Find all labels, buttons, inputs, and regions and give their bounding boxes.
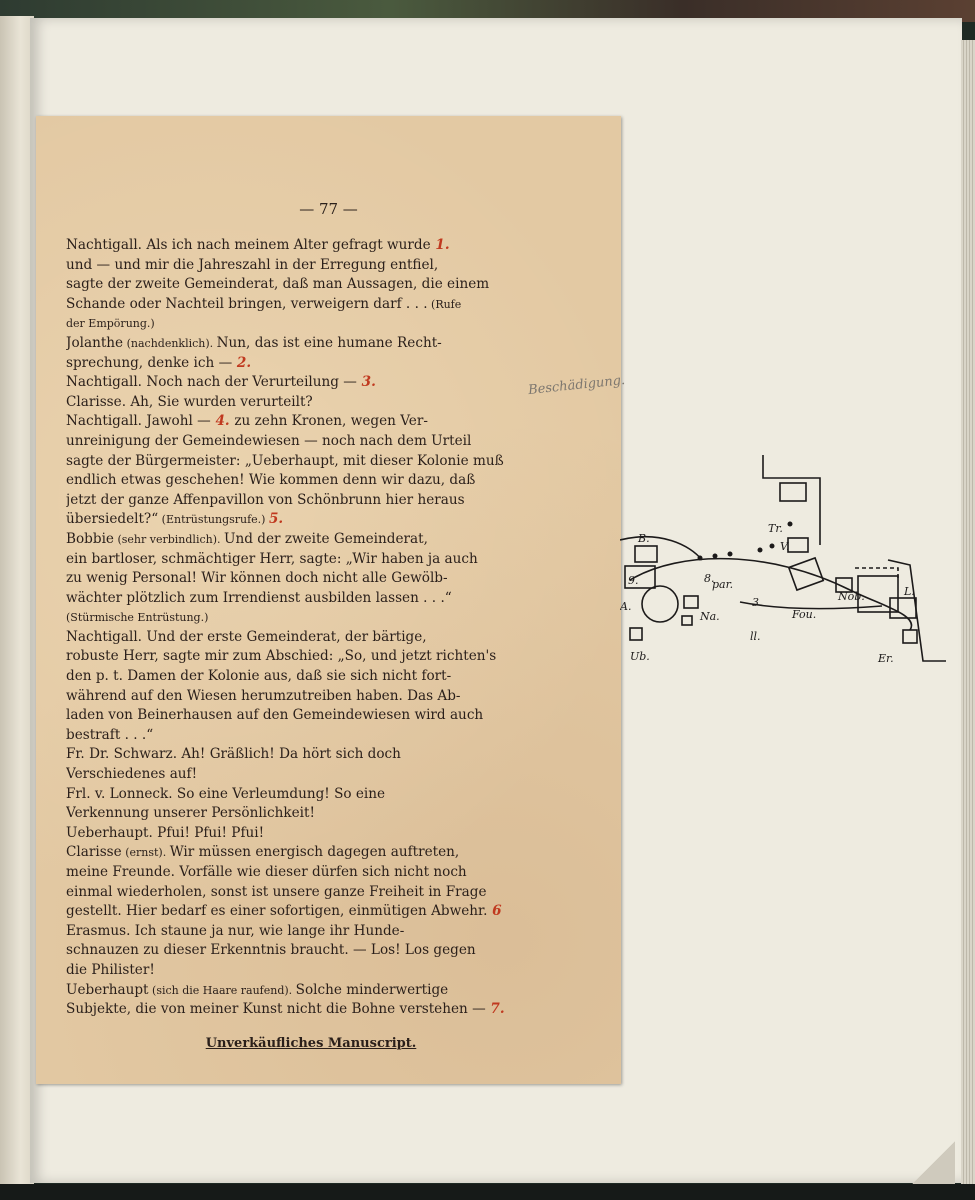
sketch-label: Ub.: [630, 650, 650, 663]
line-text: wächter plötzlich zum Irrendienst ausbilden lassen . . .“: [66, 589, 452, 606]
stage-direction: der Empörung.): [66, 317, 155, 331]
script-line: [66, 550, 556, 570]
line-text: Ueberhaupt: [66, 981, 149, 998]
script-line: [66, 863, 556, 883]
editor-mark: 6: [487, 903, 502, 920]
editor-mark: 5.: [268, 511, 284, 528]
line-text: ein bartloser, schmächtiger Herr, sagte: „Wir haben ja auch: [66, 550, 478, 567]
line-text: Ueberhaupt. Pfui! Pfui! Pfui!: [66, 824, 265, 841]
script-line: [66, 530, 556, 550]
line-text: Verschiedenes auf!: [66, 766, 198, 783]
line-text: die Philister!: [66, 961, 155, 978]
line-text: Fr. Dr. Schwarz. Ah! Gräßlich! Da hört sich doch: [66, 746, 401, 763]
script-line: [66, 314, 556, 334]
line-rest: zu zehn Kronen, wegen Ver-: [234, 413, 428, 430]
script-line: [66, 510, 556, 530]
sketch-label: ll.: [750, 630, 761, 643]
sketch-label: A.: [620, 600, 632, 613]
line-text: gestellt. Hier bedarf es einer sofortigen, einmütigen Abwehr.: [66, 903, 488, 920]
sketch-path-arrow: [630, 559, 912, 630]
script-line: [66, 961, 556, 981]
line-text: und — und mir die Jahreszahl in der Erregung entfiel,: [66, 256, 439, 273]
sketch-label: Nob.: [838, 590, 865, 603]
line-text: bestraft . . .“: [66, 726, 154, 743]
sketch-label: Er.: [878, 652, 894, 665]
script-line: [66, 726, 556, 746]
script-line: [66, 373, 556, 393]
sketch-box-tr: [788, 538, 808, 552]
sketch-label: V.: [780, 540, 790, 553]
sketch-label: Na.: [700, 610, 720, 623]
script-line: [66, 608, 556, 628]
script-line: [66, 745, 556, 765]
line-text: während auf den Wiesen herumzutreiben haben. Das Ab-: [66, 687, 461, 704]
script-line: [66, 471, 556, 491]
script-line: [66, 667, 556, 687]
line-text: den p. t. Damen der Kolonie aus, daß sie sich nicht fort-: [66, 668, 452, 685]
script-line: [66, 922, 556, 942]
script-line: [66, 256, 556, 276]
script-line: [66, 647, 556, 667]
line-text: schnauzen zu dieser Erkenntnis braucht. — Los! Los gegen: [66, 942, 476, 959]
script-line: [66, 1000, 556, 1020]
sketch-table-circle: [642, 586, 678, 622]
line-text: sagte der zweite Gemeinderat, daß man Aussagen, die einem: [66, 276, 490, 293]
script-line: [66, 412, 556, 432]
sketch-label: B.: [638, 532, 650, 545]
script-line: [66, 432, 556, 452]
script-line: [66, 393, 556, 413]
script-line: [66, 843, 556, 863]
script-text: [66, 236, 556, 1053]
line-text: Frl. v. Lonneck. So eine Verleumdung! So eine: [66, 785, 386, 802]
line-text: Nachtigall. Und der erste Gemeinderat, der bärtige,: [66, 628, 427, 645]
line-text: Bobbie: [66, 530, 114, 547]
script-line: [66, 804, 556, 824]
sketch-box-b: [635, 546, 657, 562]
sketch-path-curve: [620, 537, 702, 560]
script-line: [66, 354, 556, 374]
sketch-box-ub: [630, 628, 642, 640]
script-line: [66, 628, 556, 648]
script-line: [66, 941, 556, 961]
script-line: [66, 452, 556, 472]
line-text: laden von Beinerhausen auf den Gemeindewiesen wird auch: [66, 707, 484, 724]
sketch-box-na2: [682, 616, 692, 625]
editor-mark: 1.: [430, 237, 450, 253]
sketch-box-small: [903, 630, 917, 643]
script-line: [66, 765, 556, 785]
script-line: [66, 589, 556, 609]
sketch-label: 9.: [628, 574, 639, 587]
line-text: sprechung, denke ich —: [66, 354, 233, 371]
line-text: endlich etwas geschehen! Wie kommen denn wir dazu, daß: [66, 472, 476, 489]
editor-mark: 2.: [232, 354, 252, 371]
line-text: Subjekte, die von meiner Kunst nicht die Bohne verstehen —: [66, 1001, 486, 1018]
stage-direction: (Rufe: [427, 297, 462, 311]
manuscript-stamp: Unverkäufliches Manuscript.: [205, 1035, 417, 1051]
editor-mark: 4.: [210, 413, 235, 430]
script-line: [66, 334, 556, 354]
line-text: Nachtigall. Als ich nach meinem Alter gefragt wurde: [66, 237, 431, 253]
sketch-label: par.: [712, 578, 734, 591]
line-text: zu wenig Personal! Wir können doch nicht alle Gewölb-: [66, 570, 448, 587]
line-text: unreinigung der Gemeindewiesen — noch nach dem Urteil: [66, 432, 472, 449]
album-cover-bottom: [0, 1184, 975, 1200]
sketch-box-v: [789, 558, 824, 590]
editor-mark: 7.: [485, 1001, 505, 1018]
line-text: einmal wiederholen, sonst ist unsere ganze Freiheit in Frage: [66, 883, 487, 900]
line-text: Clarisse: [66, 844, 122, 861]
line-text: Jolanthe: [66, 334, 124, 351]
line-text: übersiedelt?“: [66, 511, 159, 528]
left-page-edge: [0, 16, 34, 1186]
stage-sketch: [620, 450, 955, 680]
line-text: Clarisse. Ah, Sie wurden verurteilt?: [66, 393, 313, 410]
line-text: Nachtigall. Jawohl —: [66, 413, 211, 430]
stage-direction: (nachdenklich).: [123, 336, 217, 350]
sketch-label: Tr.: [768, 522, 783, 535]
script-line: [66, 902, 556, 922]
sketch-label: L.: [904, 585, 915, 598]
line-rest: Wir müssen energisch dagegen auftreten,: [169, 844, 460, 861]
sketch-box-na: [684, 596, 698, 608]
page-stack-edge: [961, 40, 975, 1190]
script-line: [66, 491, 556, 511]
pencil-note: Beschädigung.: [527, 372, 626, 399]
line-text: jetzt der ganze Affenpavillon von Schönbrunn hier heraus: [66, 491, 465, 508]
sketch-label: 8.: [704, 572, 715, 585]
line-text: Nachtigall. Noch nach der Verurteilung —: [66, 374, 357, 391]
sketch-label: Fou.: [792, 608, 817, 621]
editor-mark: 3.: [356, 374, 376, 391]
script-clipping: [36, 116, 626, 1084]
stage-direction: (Entrüstungsrufe.): [158, 513, 269, 527]
script-line: [66, 883, 556, 903]
line-rest: Nun, das ist eine humane Recht-: [216, 334, 442, 351]
stage-direction: (Stürmische Entrüstung.): [66, 611, 209, 625]
line-text: Erasmus. Ich staune ja nur, wie lange ihr Hunde-: [66, 922, 405, 939]
line-rest: Und der zweite Gemeinderat,: [224, 530, 428, 547]
stage-direction: (ernst).: [121, 846, 170, 860]
script-line: [66, 295, 556, 315]
stage-direction: (sich die Haare raufend).: [148, 983, 296, 997]
script-line: [66, 785, 556, 805]
page-number: — 77 —: [299, 200, 358, 218]
script-line: [66, 981, 556, 1001]
line-text: Schande oder Nachteil bringen, verweigern darf . . .: [66, 295, 428, 312]
stage-direction: (sehr verbindlich).: [113, 532, 225, 546]
line-text: sagte der Bürgermeister: „Ueberhaupt, mit dieser Kolonie muß: [66, 452, 504, 469]
sketch-box-top: [780, 483, 806, 501]
script-line: [66, 706, 556, 726]
line-text: meine Freunde. Vorfälle wie dieser dürfen sich nicht noch: [66, 864, 467, 880]
script-line: [66, 824, 556, 844]
script-line: [66, 687, 556, 707]
line-text: Verkennung unserer Persönlichkeit!: [66, 805, 315, 822]
script-line: [66, 236, 556, 256]
sketch-label: 3.: [752, 596, 763, 609]
line-rest: Solche minderwertige: [295, 981, 449, 998]
line-text: robuste Herr, sagte mir zum Abschied: „So, und jetzt richten's: [66, 648, 497, 665]
script-line: [66, 569, 556, 589]
script-line: [66, 275, 556, 295]
